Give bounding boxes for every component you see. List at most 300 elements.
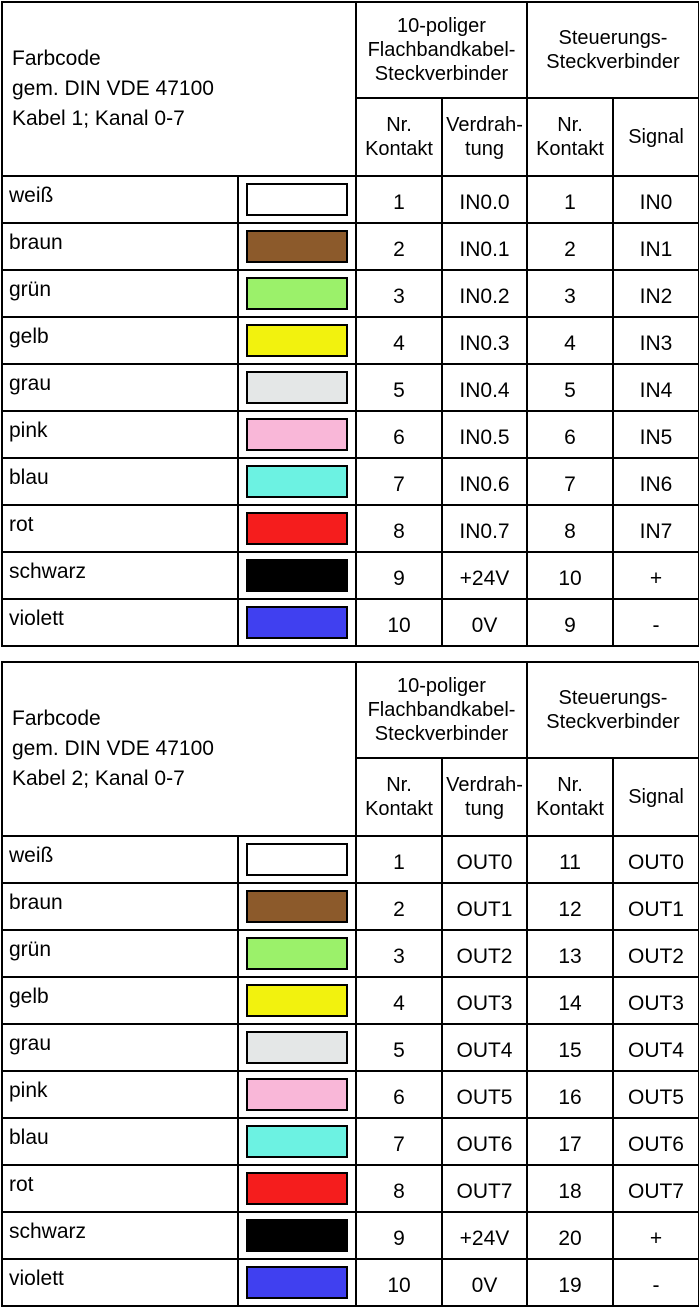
color-name: rot	[9, 512, 34, 536]
contact-number-control: 11	[559, 850, 581, 874]
wiring-value: IN0.4	[459, 378, 510, 402]
subheader-wiring	[442, 758, 527, 836]
contact-number-flat: 4	[393, 991, 405, 1015]
color-swatch	[246, 1078, 348, 1111]
contact-number-control: 18	[558, 1179, 582, 1203]
group-header-flat-connector	[356, 2, 527, 98]
color-name: blau	[9, 465, 49, 489]
color-name: grau	[9, 1031, 52, 1055]
color-swatch	[246, 183, 348, 216]
color-name: weiß	[9, 843, 54, 867]
wiring-value: OUT3	[456, 991, 513, 1015]
contact-number-flat-cell	[356, 505, 442, 552]
color-name-cell	[2, 270, 238, 317]
title-line: Kabel 1; Kanal 0-7	[12, 107, 185, 130]
wiring-value-cell	[442, 977, 527, 1024]
signal-value-cell	[613, 599, 699, 646]
wiring-value-cell	[442, 1165, 527, 1212]
color-swatch	[246, 937, 348, 970]
color-name-cell	[2, 836, 238, 883]
contact-number-flat-cell	[356, 458, 442, 505]
group-header-control-connector	[527, 2, 699, 98]
subheader-nr-contact-flat	[356, 758, 442, 836]
subheader-line: Kontakt	[365, 138, 433, 160]
subheader-line: Verdrah-	[446, 114, 523, 136]
contact-number-flat-cell	[356, 1165, 442, 1212]
table-title-cell	[2, 2, 356, 176]
signal-value: IN5	[639, 425, 673, 449]
signal-value: OUT6	[627, 1132, 684, 1156]
wiring-value-cell	[442, 411, 527, 458]
wiring-value-cell	[442, 836, 527, 883]
table-row	[2, 176, 699, 223]
contact-number-flat-cell	[356, 317, 442, 364]
signal-value-cell	[613, 176, 699, 223]
table-row	[2, 836, 699, 883]
subheader-line: Nr.	[386, 114, 412, 136]
contact-number-flat: 2	[393, 897, 405, 921]
subheader-wiring	[442, 98, 527, 176]
color-swatch	[246, 606, 348, 639]
subheader-line: Verdrah-	[446, 774, 523, 796]
group-header-line: Flachbandkabel-	[367, 699, 516, 721]
color-swatch	[246, 230, 348, 263]
table-row	[2, 411, 699, 458]
subheader-line: Kontakt	[365, 798, 433, 820]
table-row	[2, 1259, 699, 1306]
signal-value: +	[649, 1226, 663, 1250]
color-swatch-cell	[238, 977, 356, 1024]
contact-number-control-cell	[527, 317, 613, 364]
color-name-cell	[2, 1118, 238, 1165]
color-swatch	[246, 1172, 348, 1205]
wiring-value: OUT1	[456, 897, 513, 921]
color-name-cell	[2, 1259, 238, 1306]
subheader-line: Kontakt	[536, 138, 604, 160]
signal-value-cell	[613, 1118, 699, 1165]
color-name-cell	[2, 458, 238, 505]
contact-number-control-cell	[527, 1212, 613, 1259]
subheader-signal	[613, 98, 699, 176]
subheader-nr-contact-control	[527, 98, 613, 176]
signal-value: OUT5	[627, 1085, 684, 1109]
color-swatch	[246, 1125, 348, 1158]
signal-value-cell	[613, 1024, 699, 1071]
color-swatch	[246, 843, 348, 876]
color-swatch-cell	[238, 1212, 356, 1259]
contact-number-flat-cell	[356, 1259, 442, 1306]
contact-number-control: 4	[564, 331, 576, 355]
contact-number-control: 1	[564, 190, 576, 214]
signal-value-cell	[613, 270, 699, 317]
table-row	[2, 223, 699, 270]
contact-number-control-cell	[527, 411, 613, 458]
contact-number-flat: 9	[393, 1226, 405, 1250]
color-name: blau	[9, 1125, 49, 1149]
contact-number-flat-cell	[356, 1118, 442, 1165]
contact-number-flat-cell	[356, 1024, 442, 1071]
wiring-value: IN0.6	[459, 472, 510, 496]
color-swatch-cell	[238, 883, 356, 930]
title-line: gem. DIN VDE 47100	[12, 77, 214, 100]
table-title-cell	[2, 662, 356, 836]
color-name: schwarz	[9, 559, 87, 583]
wiring-value: IN0.5	[459, 425, 510, 449]
wiring-table-cable-2	[1, 661, 699, 1307]
color-name-cell	[2, 505, 238, 552]
group-header-line: Steckverbinder	[546, 51, 680, 73]
signal-value: OUT0	[627, 850, 684, 874]
color-swatch	[246, 465, 348, 498]
contact-number-control-cell	[527, 223, 613, 270]
signal-value: IN0	[639, 190, 673, 214]
wiring-value: OUT4	[456, 1038, 513, 1062]
table-row	[2, 883, 699, 930]
wiring-value-cell	[442, 1071, 527, 1118]
color-name-cell	[2, 1165, 238, 1212]
contact-number-control: 14	[558, 991, 582, 1015]
contact-number-control: 10	[558, 566, 582, 590]
color-swatch-cell	[238, 411, 356, 458]
color-name-cell	[2, 1024, 238, 1071]
contact-number-control-cell	[527, 1165, 613, 1212]
contact-number-flat: 1	[393, 190, 405, 214]
group-header-line: Steckverbinder	[374, 723, 509, 745]
color-name: pink	[9, 1078, 48, 1102]
contact-number-flat: 10	[387, 613, 411, 637]
wiring-value-cell	[442, 599, 527, 646]
contact-number-control-cell	[527, 458, 613, 505]
signal-value: -	[652, 1273, 660, 1297]
color-swatch	[246, 984, 348, 1017]
signal-value: IN6	[639, 472, 673, 496]
table-row	[2, 458, 699, 505]
subheader-line: tung	[465, 138, 504, 160]
wiring-value-cell	[442, 1024, 527, 1071]
signal-value-cell	[613, 552, 699, 599]
color-swatch-cell	[238, 270, 356, 317]
contact-number-control-cell	[527, 270, 613, 317]
signal-value-cell	[613, 1212, 699, 1259]
signal-value-cell	[613, 364, 699, 411]
wiring-value: IN0.3	[459, 331, 510, 355]
wiring-value-cell	[442, 364, 527, 411]
color-name: violett	[9, 1266, 64, 1290]
wiring-value-cell	[442, 176, 527, 223]
group-header-flat-connector	[356, 662, 527, 758]
signal-value: +	[649, 566, 663, 590]
contact-number-control-cell	[527, 176, 613, 223]
wiring-value: +24V	[459, 1226, 510, 1250]
signal-value-cell	[613, 223, 699, 270]
color-swatch-cell	[238, 458, 356, 505]
color-name-cell	[2, 883, 238, 930]
wiring-value-cell	[442, 1118, 527, 1165]
color-name: grün	[9, 937, 52, 961]
color-swatch-cell	[238, 1259, 356, 1306]
contact-number-control-cell	[527, 364, 613, 411]
color-swatch	[246, 1266, 348, 1299]
color-swatch	[246, 371, 348, 404]
contact-number-control-cell	[527, 836, 613, 883]
subheader-line: Nr.	[557, 774, 583, 796]
color-name: weiß	[9, 183, 54, 207]
wiring-value-cell	[442, 1212, 527, 1259]
signal-value-cell	[613, 836, 699, 883]
subheader-signal	[613, 758, 699, 836]
color-name-cell	[2, 411, 238, 458]
color-swatch	[246, 418, 348, 451]
contact-number-control: 19	[558, 1273, 582, 1297]
wiring-value: IN0.7	[459, 519, 510, 543]
contact-number-control: 5	[564, 378, 576, 402]
color-name: braun	[9, 890, 63, 914]
wiring-value: IN0.2	[459, 284, 510, 308]
signal-value: -	[652, 613, 660, 637]
wiring-value-cell	[442, 458, 527, 505]
signal-value-cell	[613, 317, 699, 364]
color-swatch-cell	[238, 364, 356, 411]
contact-number-flat: 10	[387, 1273, 411, 1297]
contact-number-flat-cell	[356, 552, 442, 599]
contact-number-flat-cell	[356, 223, 442, 270]
color-name-cell	[2, 599, 238, 646]
contact-number-control: 2	[564, 237, 576, 261]
color-name: grün	[9, 277, 52, 301]
contact-number-control-cell	[527, 552, 613, 599]
table-row	[2, 505, 699, 552]
signal-value: IN3	[639, 331, 673, 355]
contact-number-control-cell	[527, 1071, 613, 1118]
wiring-value: 0V	[471, 1273, 498, 1297]
wiring-value: 0V	[471, 613, 498, 637]
contact-number-flat-cell	[356, 411, 442, 458]
contact-number-control: 16	[558, 1085, 582, 1109]
table-row	[2, 1118, 699, 1165]
contact-number-flat-cell	[356, 977, 442, 1024]
color-swatch-cell	[238, 930, 356, 977]
table-row	[2, 1024, 699, 1071]
signal-value: IN2	[639, 284, 673, 308]
color-name-cell	[2, 176, 238, 223]
subheader-line: tung	[465, 798, 504, 820]
group-header-line: Steckverbinder	[546, 711, 680, 733]
contact-number-control-cell	[527, 1118, 613, 1165]
color-name-cell	[2, 1212, 238, 1259]
title-line: Kabel 2; Kanal 0-7	[12, 767, 185, 790]
contact-number-control: 17	[558, 1132, 582, 1156]
table-row	[2, 930, 699, 977]
color-name-cell	[2, 977, 238, 1024]
color-name-cell	[2, 930, 238, 977]
wiring-value: OUT5	[456, 1085, 513, 1109]
contact-number-flat: 5	[393, 1038, 405, 1062]
contact-number-control: 3	[564, 284, 576, 308]
wiring-value: IN0.0	[459, 190, 510, 214]
color-swatch-cell	[238, 552, 356, 599]
title-line: gem. DIN VDE 47100	[12, 737, 214, 760]
signal-value: IN4	[639, 378, 673, 402]
contact-number-flat: 2	[393, 237, 405, 261]
group-header-line: Flachbandkabel-	[367, 39, 516, 61]
contact-number-control-cell	[527, 599, 613, 646]
contact-number-flat-cell	[356, 883, 442, 930]
contact-number-flat: 6	[393, 1085, 405, 1109]
color-name: violett	[9, 606, 64, 630]
signal-value: OUT1	[627, 897, 684, 921]
wiring-value-cell	[442, 552, 527, 599]
group-header-line: 10-poliger	[397, 15, 486, 37]
signal-value-cell	[613, 883, 699, 930]
color-name: schwarz	[9, 1219, 87, 1243]
wiring-value: OUT2	[456, 944, 513, 968]
color-swatch	[246, 324, 348, 357]
subheader-line: Signal	[628, 126, 684, 148]
subheader-line: Nr.	[386, 774, 412, 796]
color-name-cell	[2, 1071, 238, 1118]
subheader-line: Signal	[628, 786, 684, 808]
contact-number-flat: 3	[393, 944, 405, 968]
table-row	[2, 317, 699, 364]
contact-number-flat: 9	[393, 566, 405, 590]
signal-value-cell	[613, 411, 699, 458]
color-swatch-cell	[238, 223, 356, 270]
group-header-control-connector	[527, 662, 699, 758]
signal-value-cell	[613, 505, 699, 552]
table-row	[2, 977, 699, 1024]
signal-value-cell	[613, 1071, 699, 1118]
contact-number-control: 12	[558, 897, 582, 921]
contact-number-flat: 6	[393, 425, 405, 449]
title-line: Farbcode	[12, 707, 101, 730]
wiring-value-cell	[442, 223, 527, 270]
contact-number-flat-cell	[356, 1212, 442, 1259]
color-swatch-cell	[238, 1071, 356, 1118]
contact-number-flat: 8	[393, 1179, 405, 1203]
table-row	[2, 364, 699, 411]
group-header-line: Steckverbinder	[374, 63, 509, 85]
wiring-table-cable-1	[1, 1, 699, 647]
contact-number-flat: 3	[393, 284, 405, 308]
contact-number-control: 8	[564, 519, 576, 543]
contact-number-flat-cell	[356, 364, 442, 411]
group-header-line: Steuerungs-	[558, 27, 668, 49]
table-row	[2, 1071, 699, 1118]
signal-value: OUT7	[627, 1179, 684, 1203]
contact-number-control: 9	[564, 613, 576, 637]
contact-number-flat: 1	[393, 850, 405, 874]
color-name: pink	[9, 418, 48, 442]
color-swatch	[246, 1219, 348, 1252]
table-row	[2, 599, 699, 646]
color-swatch-cell	[238, 176, 356, 223]
signal-value: OUT2	[627, 944, 684, 968]
contact-number-control: 13	[558, 944, 582, 968]
wiring-value-cell	[442, 270, 527, 317]
wiring-value: +24V	[459, 566, 510, 590]
color-name: gelb	[9, 984, 49, 1008]
color-name-cell	[2, 552, 238, 599]
contact-number-control-cell	[527, 1024, 613, 1071]
wiring-value-cell	[442, 317, 527, 364]
color-swatch-cell	[238, 505, 356, 552]
color-swatch	[246, 559, 348, 592]
color-swatch	[246, 1031, 348, 1064]
wiring-value-cell	[442, 930, 527, 977]
color-name-cell	[2, 223, 238, 270]
wiring-value-cell	[442, 1259, 527, 1306]
wiring-value: OUT6	[456, 1132, 513, 1156]
table-row	[2, 1212, 699, 1259]
signal-value-cell	[613, 1165, 699, 1212]
contact-number-flat-cell	[356, 176, 442, 223]
color-name: braun	[9, 230, 63, 254]
color-swatch-cell	[238, 317, 356, 364]
contact-number-flat-cell	[356, 930, 442, 977]
contact-number-control: 15	[558, 1038, 582, 1062]
contact-number-control: 6	[564, 425, 576, 449]
contact-number-control-cell	[527, 505, 613, 552]
contact-number-control-cell	[527, 977, 613, 1024]
color-swatch-cell	[238, 599, 356, 646]
signal-value-cell	[613, 1259, 699, 1306]
group-header-line: 10-poliger	[397, 675, 486, 697]
subheader-nr-contact-flat	[356, 98, 442, 176]
signal-value: OUT3	[627, 991, 684, 1015]
signal-value-cell	[613, 458, 699, 505]
contact-number-control: 20	[558, 1226, 582, 1250]
color-swatch-cell	[238, 1024, 356, 1071]
signal-value: IN7	[639, 519, 673, 543]
color-name: rot	[9, 1172, 34, 1196]
contact-number-control-cell	[527, 883, 613, 930]
color-name-cell	[2, 317, 238, 364]
group-header-line: Steuerungs-	[558, 687, 668, 709]
title-line: Farbcode	[12, 47, 101, 70]
contact-number-flat-cell	[356, 1071, 442, 1118]
contact-number-flat: 8	[393, 519, 405, 543]
signal-value: IN1	[639, 237, 673, 261]
color-swatch-cell	[238, 1118, 356, 1165]
contact-number-flat: 7	[393, 472, 405, 496]
contact-number-flat: 7	[393, 1132, 405, 1156]
signal-value-cell	[613, 977, 699, 1024]
contact-number-flat-cell	[356, 836, 442, 883]
table-row	[2, 1165, 699, 1212]
signal-value-cell	[613, 930, 699, 977]
contact-number-flat-cell	[356, 270, 442, 317]
wiring-value-cell	[442, 883, 527, 930]
contact-number-flat: 5	[393, 378, 405, 402]
wiring-value: OUT0	[456, 850, 513, 874]
color-swatch-cell	[238, 1165, 356, 1212]
wiring-value-cell	[442, 505, 527, 552]
contact-number-control-cell	[527, 1259, 613, 1306]
color-name: grau	[9, 371, 52, 395]
contact-number-control-cell	[527, 930, 613, 977]
table-row	[2, 270, 699, 317]
contact-number-control: 7	[564, 472, 576, 496]
contact-number-flat: 4	[393, 331, 405, 355]
wiring-value: OUT7	[456, 1179, 513, 1203]
color-swatch-cell	[238, 836, 356, 883]
subheader-line: Nr.	[557, 114, 583, 136]
contact-number-flat-cell	[356, 599, 442, 646]
subheader-nr-contact-control	[527, 758, 613, 836]
wiring-value: IN0.1	[459, 237, 510, 261]
color-name: gelb	[9, 324, 49, 348]
subheader-line: Kontakt	[536, 798, 604, 820]
